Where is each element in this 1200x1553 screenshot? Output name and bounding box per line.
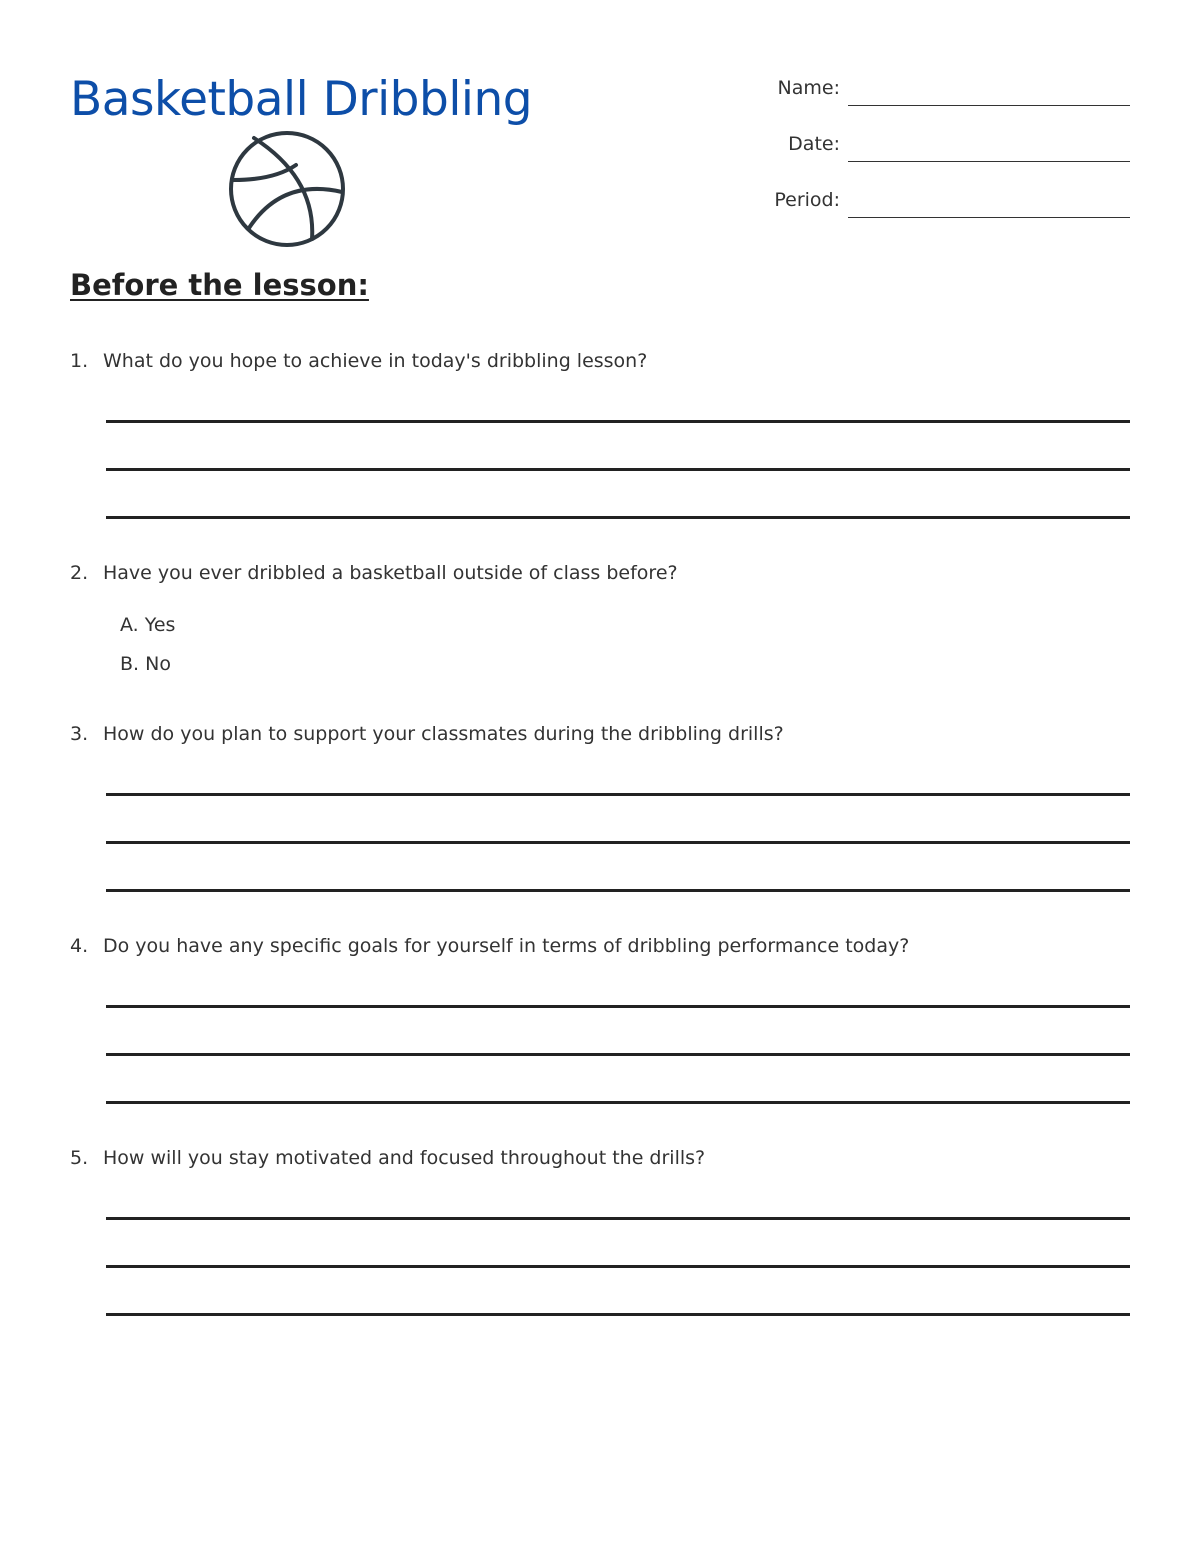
question-number: 2. [70, 562, 89, 584]
name-input-line[interactable] [848, 105, 1130, 106]
question-text: How do you plan to support your classmates during the dribbling drills? [103, 723, 784, 745]
period-field[interactable] [700, 185, 1130, 225]
answer-line[interactable] [106, 1217, 1130, 1220]
answer-line[interactable] [106, 793, 1130, 796]
question-number: 1. [70, 350, 89, 372]
question-number: 5. [70, 1147, 89, 1169]
question-text: What do you hope to achieve in today's dribbling lesson? [103, 350, 648, 372]
basketball-icon [226, 128, 348, 250]
question-number: 3. [70, 723, 89, 745]
period-input-line[interactable] [848, 217, 1130, 218]
question-number: 4. [70, 935, 89, 957]
answer-line[interactable] [106, 841, 1130, 844]
question-text: How will you stay motivated and focused throughout the drills? [103, 1147, 706, 1169]
answer-line[interactable] [106, 1313, 1130, 1316]
answer-line[interactable] [106, 1053, 1130, 1056]
period-label: Period: [774, 189, 840, 211]
date-input-line[interactable] [848, 161, 1130, 162]
question-text: Do you have any specific goals for yourself in terms of dribbling performance today? [103, 935, 910, 957]
answer-line[interactable] [106, 1101, 1130, 1104]
page-title: Basketball Dribbling [70, 72, 533, 127]
answer-line[interactable] [106, 1005, 1130, 1008]
date-label: Date: [788, 133, 840, 155]
option-yes[interactable]: A. Yes [120, 614, 176, 636]
answer-line[interactable] [106, 889, 1130, 892]
answer-line[interactable] [106, 420, 1130, 423]
option-no[interactable]: B. No [120, 653, 171, 675]
answer-line[interactable] [106, 468, 1130, 471]
section-heading: Before the lesson: [70, 268, 369, 302]
name-label: Name: [777, 77, 840, 99]
name-field[interactable] [700, 73, 1130, 113]
answer-line[interactable] [106, 516, 1130, 519]
answer-line[interactable] [106, 1265, 1130, 1268]
date-field[interactable] [700, 129, 1130, 169]
question-text: Have you ever dribbled a basketball outside of class before? [103, 562, 678, 584]
